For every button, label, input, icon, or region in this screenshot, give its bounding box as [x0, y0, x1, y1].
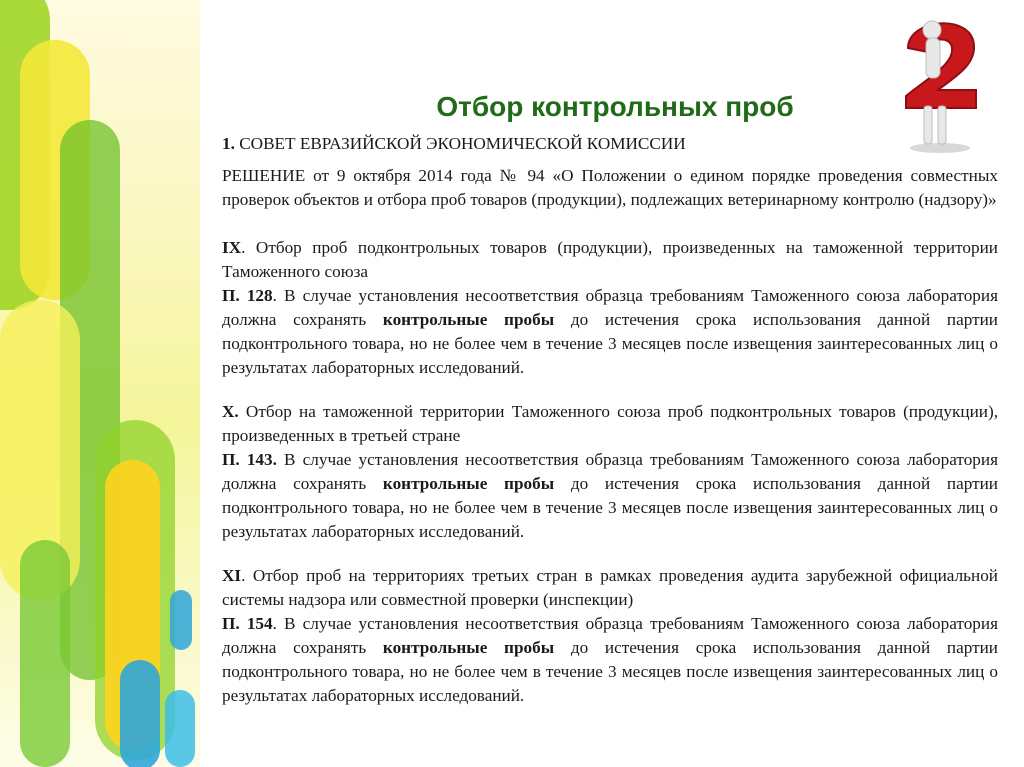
section-roman: XI [222, 566, 242, 585]
header-number: 1. [222, 134, 235, 153]
slide-content [222, 90, 998, 708]
clause-emphasis: контрольные пробы [382, 638, 555, 657]
clause-emphasis: контрольные пробы [382, 310, 555, 329]
clause-number: П. 154 [222, 614, 273, 633]
page-title: Отбор контрольных проб [436, 91, 794, 122]
header-org [222, 132, 998, 156]
section-roman: Х. [222, 402, 239, 421]
section-heading [222, 236, 998, 284]
deco-bar [165, 690, 195, 767]
section-roman: IX [222, 238, 242, 257]
decision-text: РЕШЕНИЕ от 9 октября 2014 года № 94 «О Положении о едином порядке проведения совместных проверок объектов и отбора проб товаров (продукции), подлежащих ветеринарному контролю (надзору)» [222, 166, 998, 209]
clause-text: до истечения срока использования данной партии подконтрольного товара, но не более чем в течение 3 месяцев после извещения заинтересованных лиц о результатах лабораторных исследований. [222, 638, 998, 705]
clause-text: до истечения срока использования данной партии подконтрольного товара, но не более чем в течение 3 месяцев после извещения заинтересованных лиц о результатах лабораторных исследований. [222, 310, 998, 377]
deco-bar [120, 660, 160, 767]
decorative-side-panel [0, 0, 200, 767]
clause-text: до истечения срока использования данной партии подконтрольного товара, но не более чем в течение 3 месяцев после извещения заинтересованных лиц о результатах лабораторных исследований. [222, 474, 998, 541]
clause-number: П. 143. [222, 450, 277, 469]
clause-paragraph [222, 448, 998, 544]
section-heading-text: . Отбор проб на территориях третьих стран в рамках проведения аудита зарубежной официальной системы надзора или совместной проверки (инспекции) [222, 566, 998, 609]
clause-text: В случае установления несоответствия образца требованиям Таможенного союза лаборатория должна сохранять [222, 450, 998, 493]
clause-paragraph [222, 284, 998, 380]
section-heading [222, 564, 998, 612]
clause-emphasis: контрольные пробы [382, 474, 555, 493]
clause-number: П. 128 [222, 286, 273, 305]
clause-text: . В случае установления несоответствия образца требованиям Таможенного союза лаборатория должна сохранять [222, 286, 998, 329]
header-org-text: СОВЕТ ЕВРАЗИЙСКОЙ ЭКОНОМИЧЕСКОЙ КОМИССИИ [234, 134, 686, 153]
section-heading [222, 400, 998, 448]
section-heading-text: . Отбор проб подконтрольных товаров (продукции), произведенных на таможенной территории Таможенного союза [222, 238, 998, 281]
clause-text: . В случае установления несоответствия образца требованиям Таможенного союза лаборатория должна сохранять [222, 614, 998, 657]
deco-bar [20, 540, 70, 767]
deco-bar [170, 590, 192, 650]
clause-paragraph [222, 612, 998, 708]
section-heading-text: Отбор на таможенной территории Таможенного союза проб подконтрольных товаров (продукции), произведенных в третьей стране [222, 402, 998, 445]
